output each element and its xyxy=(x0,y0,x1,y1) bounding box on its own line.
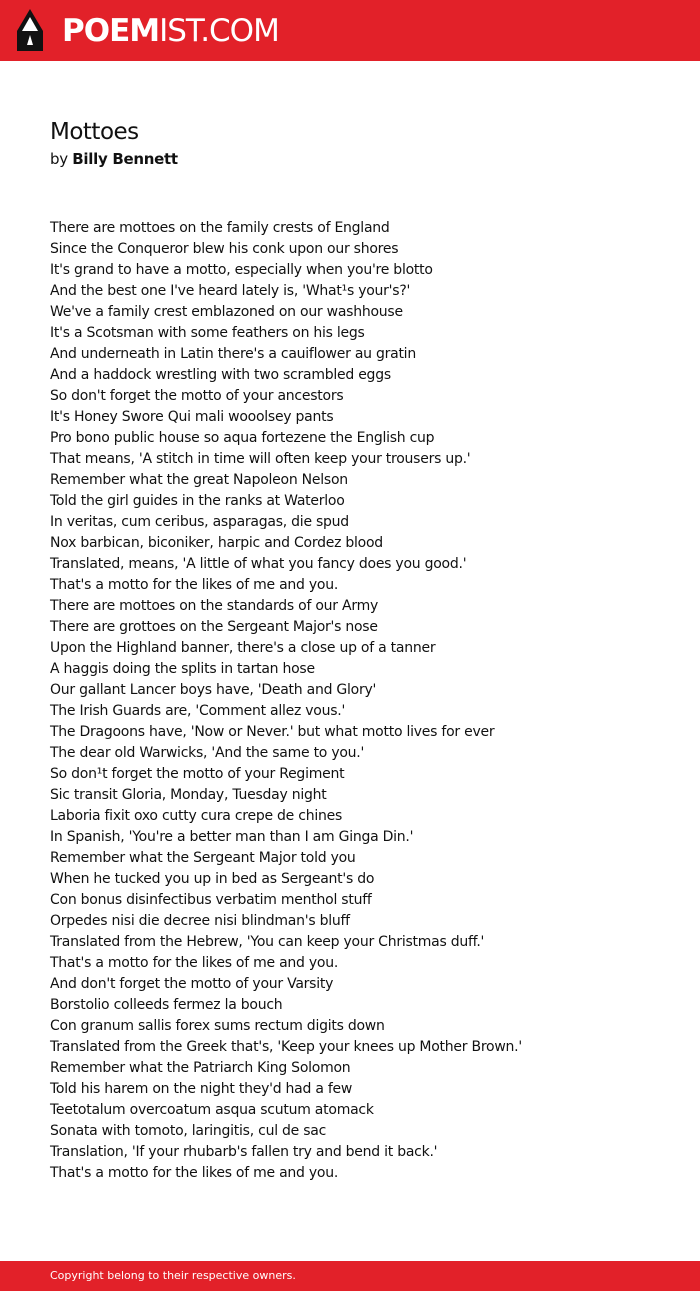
poem-line: There are mottoes on the standards of our Army xyxy=(50,598,378,614)
poem-line: In veritas, cum ceribus, asparagas, die spud xyxy=(50,514,349,530)
site-footer xyxy=(0,1261,700,1291)
poem-line: Orpedes nisi die decree nisi blindman's bluff xyxy=(50,913,350,929)
poem-line: The Dragoons have, 'Now or Never.' but what motto lives for ever xyxy=(50,724,495,740)
poem-line: And don't forget the motto of your Varsity xyxy=(50,976,334,992)
poem-line: That's a motto for the likes of me and you. xyxy=(50,955,339,971)
poem-line: Con bonus disinfectibus verbatim menthol stuff xyxy=(50,892,372,908)
poem-line: Told his harem on the night they'd had a few xyxy=(50,1081,353,1097)
poem-line: It's grand to have a motto, especially when you're blotto xyxy=(50,262,433,278)
site-header xyxy=(0,0,700,61)
poem-line: Remember what the Patriarch King Solomon xyxy=(50,1060,351,1076)
poem-title: Mottoes xyxy=(50,119,139,145)
author-name: Billy Bennett xyxy=(72,150,178,168)
poem-line: It's Honey Swore Qui mali wooolsey pants xyxy=(50,409,334,425)
poem-line: Sic transit Gloria, Monday, Tuesday night xyxy=(50,787,327,803)
poem-line: It's a Scotsman with some feathers on his legs xyxy=(50,325,365,341)
poem-line: That's a motto for the likes of me and you. xyxy=(50,577,339,593)
poem-line: Translation, 'If your rhubarb's fallen try and bend it back.' xyxy=(50,1144,438,1160)
poem-line: Laboria fixit oxo cutty cura crepe de chines xyxy=(50,808,342,824)
site-logo[interactable] xyxy=(62,13,279,49)
poem-line: Sonata with tomoto, laringitis, cul de sac xyxy=(50,1123,327,1139)
poem-line: Our gallant Lancer boys have, 'Death and Glory' xyxy=(50,682,377,698)
poem-line: When he tucked you up in bed as Sergeant's do xyxy=(50,871,375,887)
poem-line: Borstolio colleeds fermez la bouch xyxy=(50,997,283,1013)
poem-line: Translated from the Greek that's, 'Keep your knees up Mother Brown.' xyxy=(50,1039,522,1055)
copyright-text: Copyright belong to their respective owners. xyxy=(50,1269,296,1282)
poem-line: Pro bono public house so aqua fortezene the English cup xyxy=(50,430,435,446)
poem-line: And underneath in Latin there's a cauiflower au gratin xyxy=(50,346,416,362)
poem-line: So don't forget the motto of your ancestors xyxy=(50,388,344,404)
poem-line: Translated from the Hebrew, 'You can keep your Christmas duff.' xyxy=(50,934,485,950)
poem-line: Teetotalum overcoatum asqua scutum atomack xyxy=(50,1102,374,1118)
pencil-icon[interactable] xyxy=(17,9,43,51)
poem-line: Remember what the Sergeant Major told you xyxy=(50,850,356,866)
poem-line: A haggis doing the splits in tartan hose xyxy=(50,661,315,677)
poem-line: Since the Conqueror blew his conk upon our shores xyxy=(50,241,399,257)
poem-line: And a haddock wrestling with two scrambled eggs xyxy=(50,367,391,383)
poem-line: Upon the Highland banner, there's a close up of a tanner xyxy=(50,640,436,656)
poem-line: Remember what the great Napoleon Nelson xyxy=(50,472,348,488)
poem-line: Translated, means, 'A little of what you fancy does you good.' xyxy=(50,556,467,572)
poem-line: We've a family crest emblazoned on our washhouse xyxy=(50,304,403,320)
poem-line: There are grottoes on the Sergeant Major's nose xyxy=(50,619,378,635)
poem-line: In Spanish, 'You're a better man than I am Ginga Din.' xyxy=(50,829,414,845)
poem-line: So don¹t forget the motto of your Regiment xyxy=(50,766,345,782)
logo-light-text: IST.COM xyxy=(159,13,279,49)
poem-line: Told the girl guides in the ranks at Waterloo xyxy=(50,493,345,509)
logo-bold-text: POEM xyxy=(62,13,160,49)
poem-line: There are mottoes on the family crests of England xyxy=(50,220,390,236)
by-label: by xyxy=(50,150,68,168)
poem-line: Nox barbican, biconiker, harpic and Cordez blood xyxy=(50,535,383,551)
poem-body xyxy=(50,218,670,1184)
poem-line: That's a motto for the likes of me and you. xyxy=(50,1165,339,1181)
poem-line: That means, 'A stitch in time will often keep your trousers up.' xyxy=(50,451,471,467)
poem-byline xyxy=(50,148,178,170)
poem-line: Con granum sallis forex sums rectum digits down xyxy=(50,1018,385,1034)
poem-line: The Irish Guards are, 'Comment allez vous.' xyxy=(50,703,346,719)
poem-line: The dear old Warwicks, 'And the same to you.' xyxy=(50,745,365,761)
poem-line: And the best one I've heard lately is, 'What¹s your's?' xyxy=(50,283,411,299)
